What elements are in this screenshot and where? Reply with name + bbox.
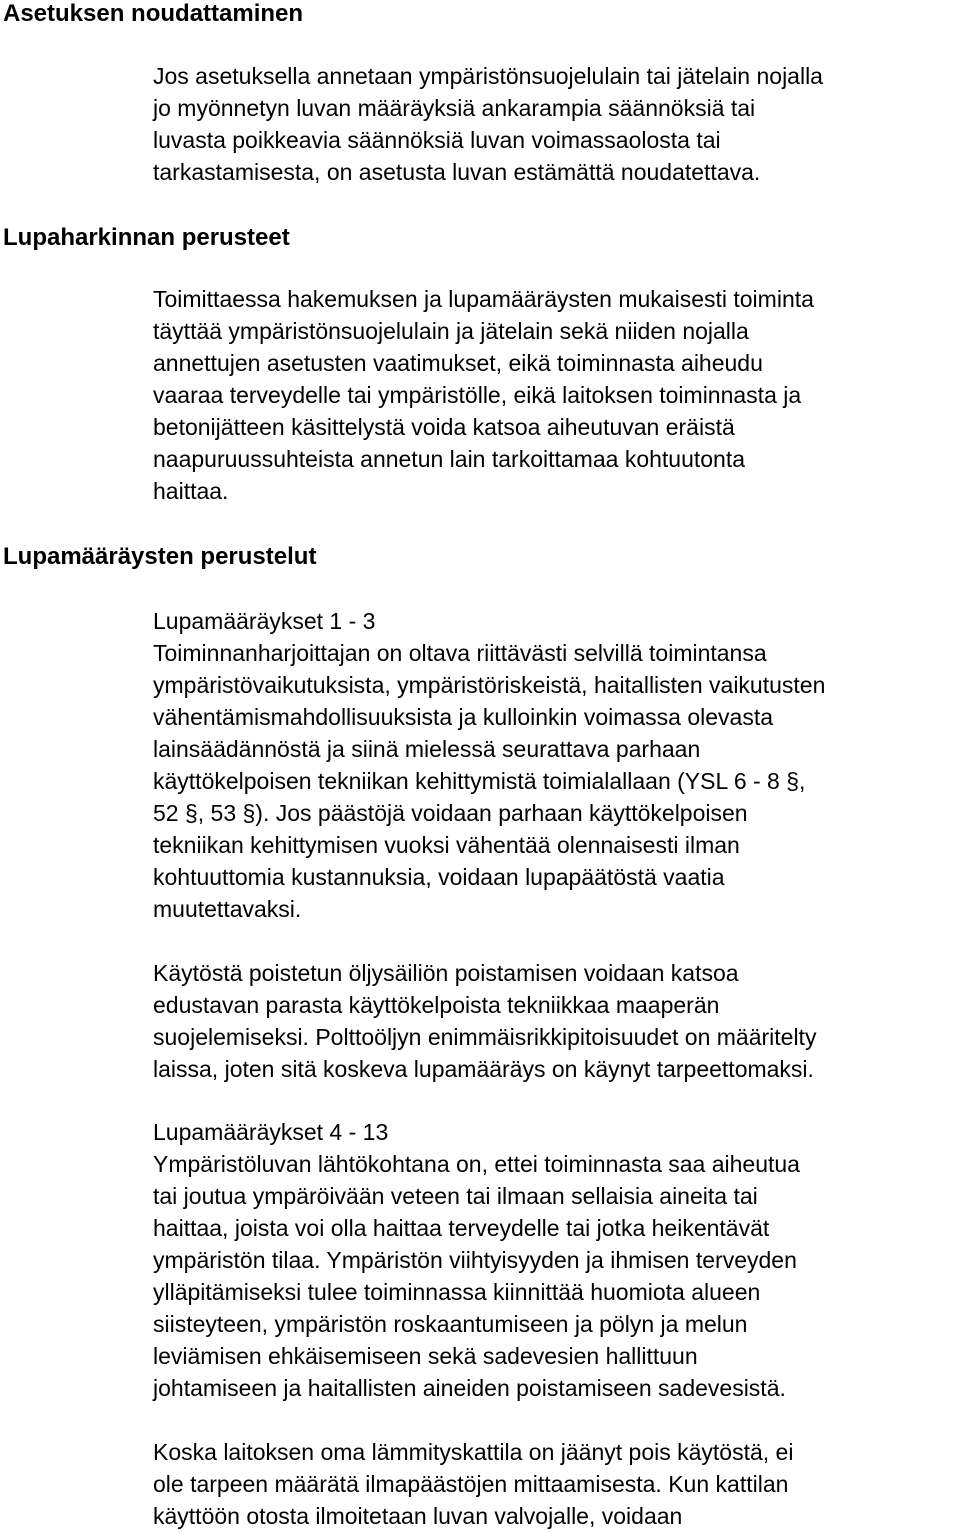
paragraph-oljysailio: Käytöstä poistetun öljysäiliön poistamisen voidaan katsoa edustavan parasta käyttökelpoista tekniikkaa maaperän suojelemiseksi. Polttoöljyn enimmäisrikkipitoisuudet on määritelty laissa, joten sitä koskeva lupamääräys on käynyt tarpeettomaksi. [153, 960, 817, 1082]
heading-asetuksen-noudattaminen: Asetuksen noudattaminen [3, 0, 304, 27]
paragraph-asetuksen-noudattaminen: Jos asetuksella annetaan ympäristönsuojelulain tai jätelain nojalla jo myönnetyn luvan määräyksiä ankarampia säännöksiä tai luvasta poikkeavia säännöksiä luvan voimassaolosta tai tarkastamisesta, on asetusta luvan estämättä noudatettava. [153, 63, 823, 185]
heading-lupaharkinnan-perusteet: Lupaharkinnan perusteet [3, 224, 290, 251]
paragraph-lammityskattila: Koska laitoksen oma lämmityskattila on jäänyt pois käytöstä, ei ole tarpeen määrätä ilmapäästöjen mittaamisesta. Kun kattilan käyttöön otosta ilmoitetaan luvan valvojalle, voidaan [153, 1439, 794, 1529]
paragraph-lupamaaraykset-4-13: Lupamääräykset 4 - 13 Ympäristöluvan lähtökohtana on, ettei toiminnasta saa aiheutua tai joutua ympäröivään veteen tai ilmaan sellaisia aineita tai haittaa, joista voi olla haittaa terveydelle tai jotka heikentävät ympäristön tilaa. Ympäristön viihtyisyyden ja ihmisen terveyden ylläpitämiseksi tulee toiminnassa kiinnittää huomiota alueen siisteyteen, ympäristön roskaantumiseen ja pölyn ja melun leviämisen ehkäisemiseen sekä sadevesien hallittuun johtamiseen ja haitallisten aineiden poistamiseen sadevesistä. [153, 1119, 800, 1401]
paragraph-lupaharkinnan-perusteet: Toimittaessa hakemuksen ja lupamääräysten mukaisesti toiminta täyttää ympäristönsuojelulain ja jätelain sekä niiden nojalla annettujen asetusten vaatimukset, eikä toiminnasta aiheudu vaaraa terveydelle tai ympäristölle, eikä laitoksen toiminnasta ja betonijätteen käsittelystä voida katsoa aiheutuvan eräistä naapuruussuhteista annetun lain tarkoittamaa kohtuutonta haittaa. [153, 286, 814, 504]
heading-lupamaaraysten-perustelut: Lupamääräysten perustelut [3, 543, 317, 570]
paragraph-lupamaaraykset-1-3: Lupamääräykset 1 - 3 Toiminnanharjoittajan on oltava riittävästi selvillä toimintansa ympäristövaikutuksista, ympäristöriskeistä, haitallisten vaikutusten vähentämismahdollisuuksista ja kulloinkin voimassa olevasta lainsäädännöstä ja siinä mielessä seurattava parhaan käyttökelpoisen tekniikan kehittymistä toimialallaan (YSL 6 - 8 §, 52 §, 53 §). Jos päästöjä voidaan parhaan käyttökelpoisen tekniikan kehittymisen vuoksi vähentää olennaisesti ilman kohtuuttomia kustannuksia, voidaan lupapäätöstä vaatia muutettavaksi. [153, 608, 826, 922]
